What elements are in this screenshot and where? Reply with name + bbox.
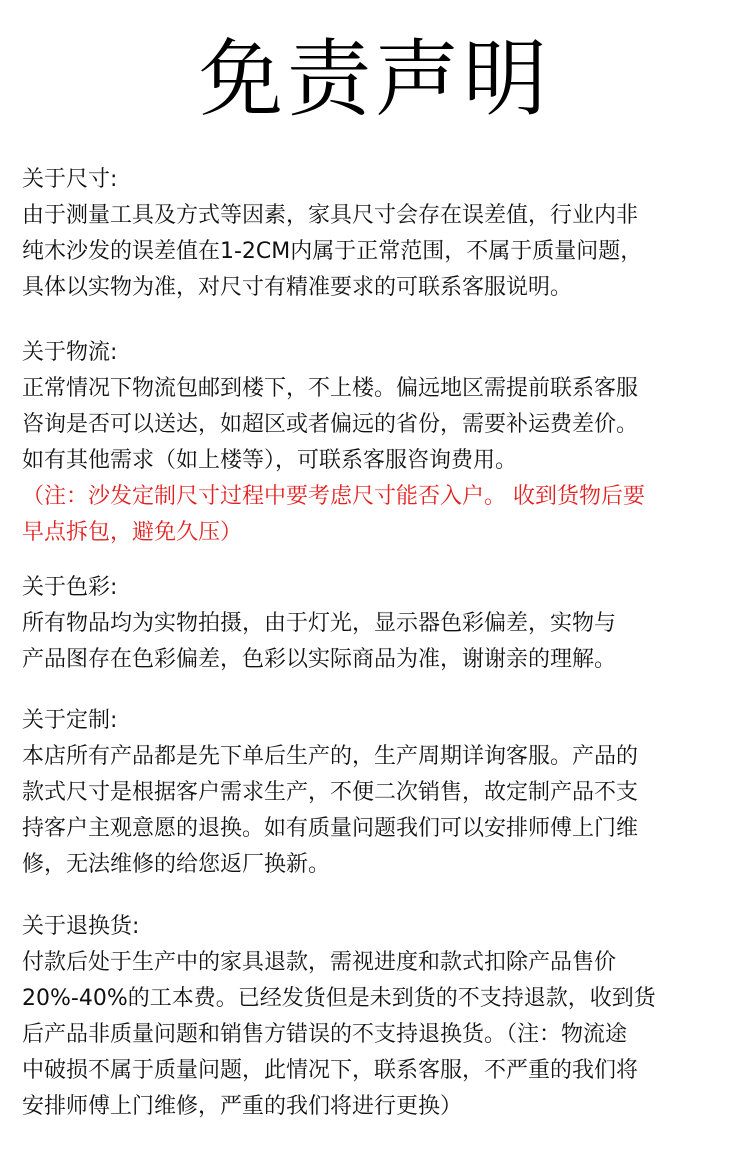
section-text-line: 纯木沙发的误差值在1-2CM内属于正常范围，不属于质量问题， [22, 239, 643, 264]
section-text-line: 具体以实物为准，对尺寸有精准要求的可联系客服说明。 [22, 275, 573, 300]
section-text-line: 本店所有产品都是先下单后生产的，生产周期详询客服。产品的 [22, 744, 639, 769]
section-text-line: 中破损不属于质量问题，此情况下，联系客服，不严重的我们将 [22, 1058, 639, 1083]
section-text-line: 付款后处于生产中的家具退款，需视进度和款式扣除产品售价 [22, 950, 617, 975]
section-heading: 关于退换货: [22, 914, 140, 939]
section-returns [22, 909, 732, 1125]
section-text-line: 由于测量工具及方式等因素，家具尺寸会存在误差值，行业内非 [22, 203, 639, 228]
warning-note-line: 早点拆包，避免久压） [22, 520, 243, 545]
section-custom [22, 703, 732, 883]
section-text-line: 后产品非质量问题和销售方错误的不支持退换货。（注：物流途 [22, 1022, 628, 1047]
section-color [22, 570, 732, 678]
section-text-line: 款式尺寸是根据客户需求生产，不便二次销售，故定制产品不支 [22, 780, 639, 805]
section-text-line: 持客户主观意愿的退换。如有质量问题我们可以安排师傅上门维 [22, 816, 639, 841]
section-text-line: 20%-40%的工本费。已经发货但是未到货的不支持退款，收到货 [22, 986, 656, 1011]
section-text-line: 所有物品均为实物拍摄，由于灯光，显示器色彩偏差，实物与 [22, 611, 617, 636]
section-text-line: 正常情况下物流包邮到楼下，不上楼。偏远地区需提前联系客服 [22, 376, 639, 401]
section-heading: 关于定制: [22, 708, 118, 733]
section-heading: 关于物流: [22, 340, 118, 365]
page-title: 免责声明 [198, 30, 551, 128]
section-text-line: 如有其他需求（如上楼等），可联系客服咨询费用。 [22, 448, 518, 473]
section-size [22, 162, 732, 306]
warning-note-line: （注：沙发定制尺寸过程中要考虑尺寸能否入户。 收到货物后要 [22, 484, 645, 509]
section-logistics [22, 335, 732, 551]
section-heading: 关于尺寸: [22, 167, 118, 192]
section-text-line: 修，无法维修的给您返厂换新。 [22, 852, 331, 877]
section-text-line: 咨询是否可以送达，如超区或者偏远的省份，需要补运费差价。 [22, 412, 639, 437]
section-text-line: 安排师傅上门维修，严重的我们将进行更换） [22, 1094, 463, 1119]
section-text-line: 产品图存在色彩偏差，色彩以实际商品为准，谢谢亲的理解。 [22, 647, 617, 672]
section-heading: 关于色彩: [22, 575, 118, 600]
